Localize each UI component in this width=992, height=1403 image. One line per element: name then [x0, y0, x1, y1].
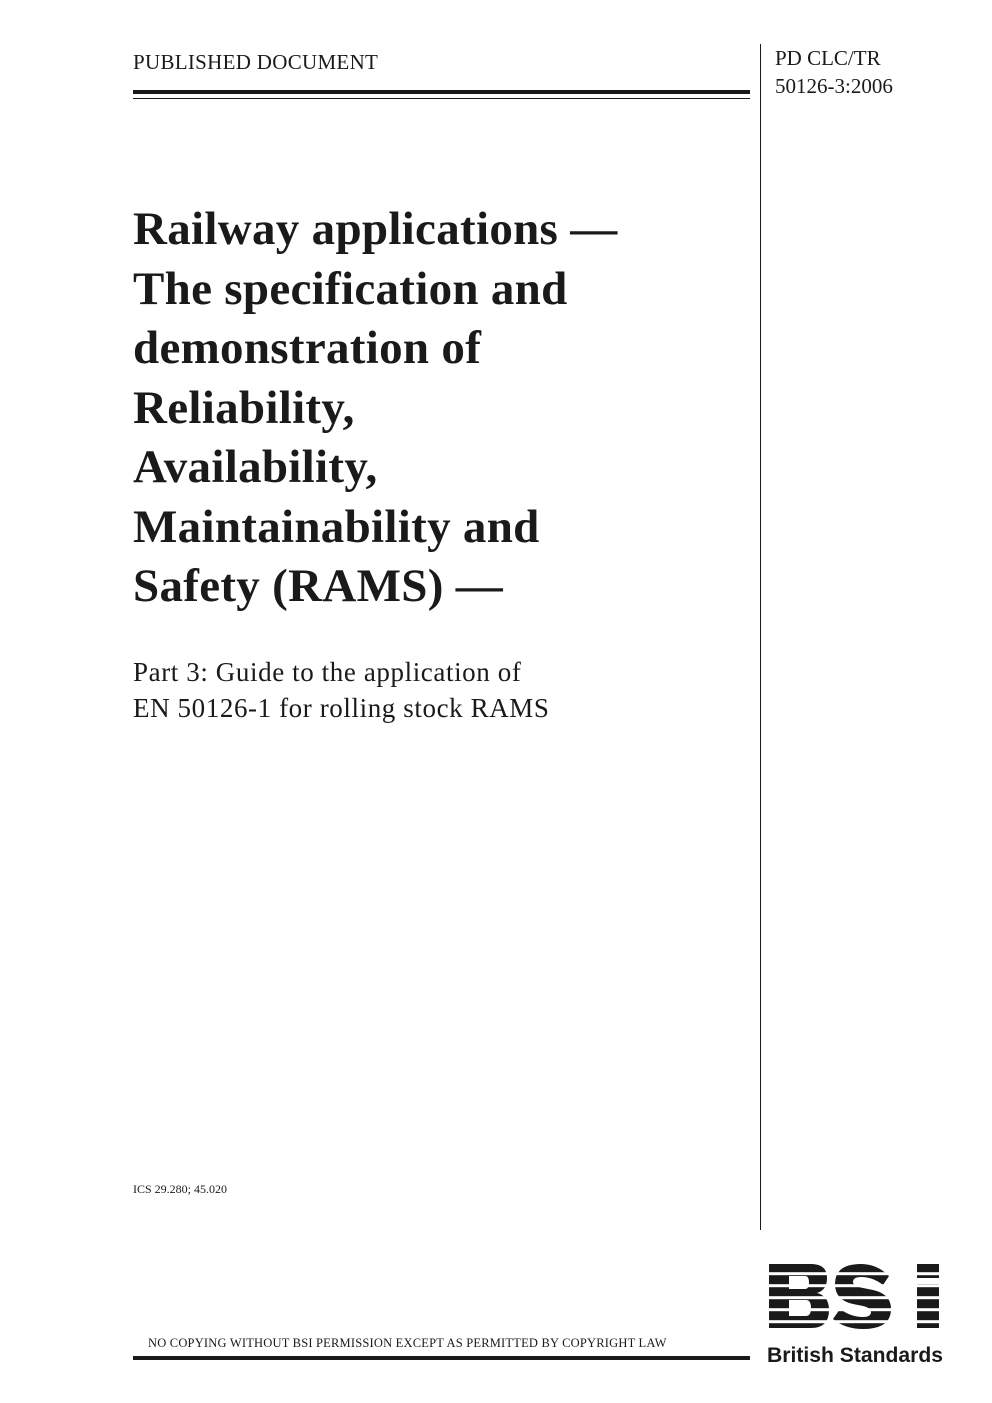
document-reference — [775, 44, 893, 100]
title-line: The specification and — [133, 262, 568, 315]
document-reference-line: 50126-3:2006 — [775, 74, 893, 98]
document-subtitle — [133, 654, 753, 726]
title-line: Availability, — [133, 441, 378, 493]
bsi-logo — [765, 1262, 945, 1368]
ics-code: ICS 29.280; 45.020 — [133, 1182, 228, 1196]
footer-rule — [133, 1356, 750, 1360]
title-line: Safety (RAMS) — — [133, 560, 503, 612]
subtitle-line: Part 3: Guide to the application of — [133, 657, 522, 687]
header-rule-thin — [133, 98, 750, 99]
bsi-logo-caption: British Standards — [767, 1343, 944, 1367]
document-title — [133, 200, 753, 617]
title-line: demonstration of — [133, 322, 482, 374]
subtitle-line: EN 50126-1 for rolling stock RAMS — [133, 693, 550, 723]
title-line: Reliability, — [133, 381, 355, 434]
published-document-label: PUBLISHED DOCUMENT — [133, 50, 379, 74]
copyright-notice: NO COPYING WITHOUT BSI PERMISSION EXCEPT AS PERMITTED BY COPYRIGHT LAW — [148, 1336, 667, 1350]
document-reference-line: PD CLC/TR — [775, 46, 881, 70]
header-rule-thick — [133, 90, 750, 94]
title-line: Maintainability and — [133, 500, 540, 553]
title-line: Railway applications — — [133, 203, 618, 255]
column-divider — [760, 44, 761, 1230]
